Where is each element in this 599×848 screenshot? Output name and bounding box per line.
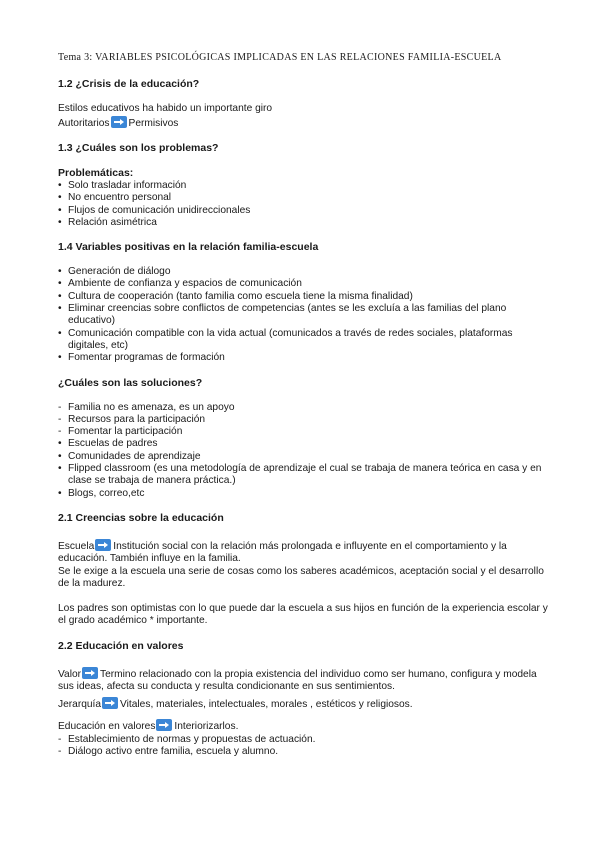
paragraph-exige: Se le exige a la escuela una serie de cosas como los saberes académicos, aceptación social y el desarrollo de la madurez. [58, 565, 544, 590]
dash-icon: - [58, 413, 62, 425]
document-page [58, 52, 548, 759]
list-item: • Flujos de comunicación unidireccionales [58, 204, 251, 216]
term-autoritarios: Autoritarios [58, 117, 110, 129]
bullet-icon: • [58, 487, 62, 499]
subheading-problematicas: Problemáticas: [58, 167, 134, 179]
list-educacion-valores [58, 734, 548, 759]
heading-2-2: 2.2 Educación en valores [58, 639, 184, 652]
list-item: • Relación asimétrica [58, 216, 157, 228]
heading-soluciones: ¿Cuáles son las soluciones? [58, 376, 203, 389]
paragraph-padres: Los padres son optimistas con lo que puede dar la escuela a sus hijos en función de la experiencia escolar y el grado académico * importante. [58, 602, 548, 627]
document-title: Tema 3: VARIABLES PSICOLÓGICAS IMPLICADAS EN LAS RELACIONES FAMILIA-ESCUELA [58, 52, 502, 63]
paragraph-estilos: Estilos educativos ha habido un importante giro [58, 103, 273, 114]
term-jerarquia: Jerarquía [58, 698, 102, 710]
term-educacion-valores: Educación en valores [58, 721, 156, 733]
paragraph-valor: Valor Termino relacionado con la propia existencia del individuo como ser humano, configura y modela sus ideas, afecta su conducta y resulta condicionante en sus sentimientos. [58, 668, 537, 693]
list-item: • Solo trasladar información [58, 180, 187, 191]
bullet-icon: • [58, 192, 62, 204]
list-item: - Diálogo activo entre familia, escuela y alumno. [58, 746, 279, 758]
bullet-icon: • [58, 180, 62, 191]
dash-icon: - [58, 401, 62, 413]
list-variables-positivas [58, 266, 548, 364]
right-arrow-icon [95, 539, 111, 551]
list-item: - Familia no es amenaza, es un apoyo [58, 401, 235, 413]
bullet-icon: • [58, 438, 62, 450]
right-arrow-icon [102, 697, 118, 709]
bullet-icon: • [58, 204, 62, 216]
list-soluciones [58, 402, 548, 500]
paragraph-educacion-valores: Educación en valores Interiorizarlos. [58, 721, 239, 733]
list-item: • Comunidades de aprendizaje [58, 450, 201, 462]
list-item: • Escuelas de padres [58, 438, 158, 450]
bullet-icon: • [58, 327, 62, 339]
list-problematicas [58, 180, 548, 229]
paragraph-autoritarios [58, 116, 548, 131]
list-item: • Eliminar creencias sobre conflictos de competencias (antes se les excluía a las familias del plano educativo) [58, 303, 507, 327]
list-item: • Flipped classroom (es una metodología de aprendizaje el cual se trabaja de manera teórica en casa y en clase se trabaja de manera práctica.) [58, 463, 542, 487]
paragraph-jerarquia: Jerarquía Vitales, materiales, intelectuales, morales , estéticos y religiosos. [58, 698, 413, 710]
right-arrow-icon [111, 116, 127, 128]
bullet-icon: • [58, 290, 62, 302]
heading-2-1: 2.1 Creencias sobre la educación [58, 511, 224, 524]
heading-1-3: 1.3 ¿Cuáles son los problemas? [58, 142, 219, 154]
heading-1-2: 1.2 ¿Crisis de la educación? [58, 78, 200, 90]
list-item: • Comunicación compatible con la vida actual (comunicados a través de redes sociales, plataformas digitales, etc) [58, 327, 513, 351]
dash-icon: - [58, 426, 62, 438]
term-permisivos: Permisivos [128, 117, 179, 129]
list-item: • No encuentro personal [58, 192, 172, 204]
heading-1-4: 1.4 Variables positivas en la relación familia-escuela [58, 241, 319, 254]
dash-icon: - [58, 746, 62, 758]
list-item: - Recursos para la participación [58, 413, 206, 425]
bullet-icon: • [58, 352, 62, 364]
bullet-icon: • [58, 278, 62, 290]
list-item: • Generación de diálogo [58, 266, 171, 278]
bullet-icon: • [58, 266, 62, 278]
paragraph-escuela: Escuela Institución social con la relación más prolongada e influyente en el comportamiento y la educación. También influye en la familia. [58, 540, 507, 565]
list-item: • Ambiente de confianza y espacios de comunicación [58, 278, 302, 290]
dash-icon: - [58, 733, 62, 745]
list-item: - Fomentar la participación [58, 426, 183, 438]
bullet-icon: • [58, 303, 62, 315]
bullet-icon: • [58, 450, 62, 462]
list-item: • Cultura de cooperación (tanto familia como escuela tiene la misma finalidad) [58, 290, 413, 302]
list-item: - Establecimiento de normas y propuestas de actuación. [58, 733, 316, 745]
term-escuela: Escuela [58, 540, 95, 552]
bullet-icon: • [58, 463, 62, 475]
bullet-icon: • [58, 216, 62, 228]
right-arrow-icon [82, 667, 98, 679]
right-arrow-icon [156, 719, 172, 731]
list-item: • Blogs, correo,etc [58, 487, 145, 499]
list-item: • Fomentar programas de formación [58, 352, 225, 364]
term-valor: Valor [58, 668, 82, 680]
